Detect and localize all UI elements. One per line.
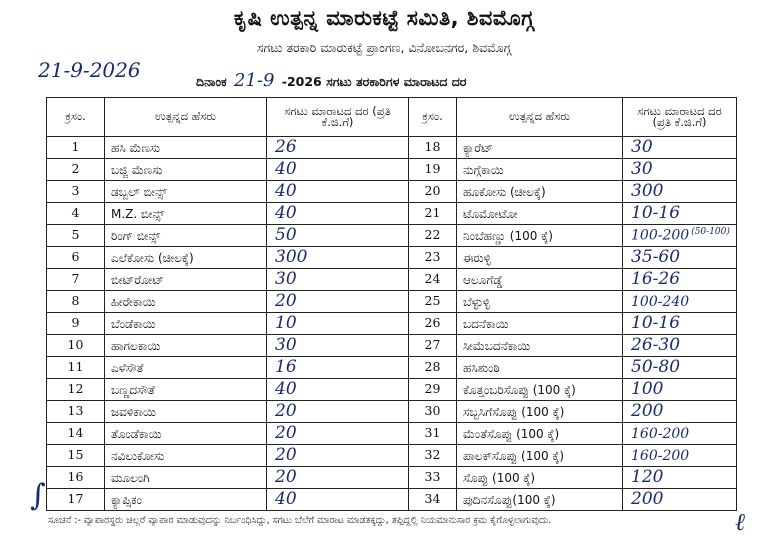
price-cell-text: 16-26 — [631, 269, 681, 289]
sn-cell — [47, 357, 105, 379]
sn-cell — [47, 247, 105, 269]
sn-cell — [47, 159, 105, 181]
table-row — [47, 247, 737, 269]
item-name-cell-text: ಸಬ್ಬಸಿಗೆಸೊಪ್ಪು (100 ಕ್ಕೆ) — [463, 404, 565, 419]
sn-cell — [409, 423, 457, 445]
table-row — [47, 291, 737, 313]
document-subtitle: ಸಗಟು ತರಕಾರಿ ಮಾರುಕಟ್ಟೆ ಪ್ರಾಂಗಣ, ವಿನೋಬನಗರ, ಶಿವಮೊಗ್ಗ — [256, 40, 512, 55]
price-cell — [623, 181, 737, 203]
item-name-cell — [105, 269, 267, 291]
sn-cell-text: 25 — [424, 293, 441, 309]
item-name-cell-text: ಪುದಿನಸೊಪ್ಪು(100 ಕ್ಕೆ) — [463, 492, 556, 507]
price-cell-text: 10-16 — [631, 313, 681, 333]
price-cell — [267, 291, 409, 313]
item-name-cell — [105, 181, 267, 203]
item-name-cell — [105, 445, 267, 467]
sn-cell — [47, 489, 105, 511]
price-cell-text: 20 — [275, 423, 297, 443]
item-name-cell-text: ಕೊತ್ತಂಬರಿಸೊಪ್ಪು (100 ಕ್ಕೆ) — [463, 382, 576, 397]
item-name-cell — [457, 313, 623, 335]
sn-cell-text: 14 — [67, 425, 84, 441]
item-name-cell-text: ಬೀಟ್‌ರೋಟ್ — [111, 272, 164, 287]
price-cell — [623, 423, 737, 445]
table-row — [47, 269, 737, 291]
sn-cell-text: 15 — [67, 447, 84, 463]
item-name-cell-text: ಹಸಿ ಮೆಣಸು — [111, 140, 161, 155]
sn-cell-text: 18 — [424, 139, 441, 155]
item-name-cell-text: ಬೆಂಡೆಕಾಯಿ — [111, 316, 156, 331]
price-cell-text: 20 — [275, 401, 297, 421]
price-cell — [267, 423, 409, 445]
table-row — [47, 467, 737, 489]
item-name-cell — [457, 401, 623, 423]
price-cell-text: 30 — [631, 137, 653, 157]
sn-cell — [47, 137, 105, 159]
table-row — [47, 445, 737, 467]
sn-cell-text: 5 — [71, 227, 80, 243]
item-name-cell-text: ಬಜ್ಜಿ ಮೆಣಸು — [111, 162, 163, 177]
sn-cell — [409, 313, 457, 335]
sn-cell-text: 30 — [424, 403, 441, 419]
sn-cell — [47, 291, 105, 313]
sn-cell-text: 12 — [67, 381, 84, 397]
item-name-cell — [105, 489, 267, 511]
date-hand-value: 21-9 — [233, 70, 275, 91]
table-row — [47, 357, 737, 379]
price-cell — [623, 247, 737, 269]
price-cell-text: 50 — [275, 225, 297, 245]
table-row — [47, 159, 737, 181]
item-name-cell-text: ಪಾಲಕ್‌ಸೊಪ್ಪು (100 ಕ್ಕೆ) — [463, 448, 565, 463]
table-header-row — [47, 98, 737, 137]
sn-cell-text: 22 — [424, 227, 441, 243]
sn-cell — [47, 445, 105, 467]
sn-cell-text: 13 — [67, 403, 84, 419]
sn-cell — [409, 269, 457, 291]
sn-cell — [47, 203, 105, 225]
price-cell — [267, 269, 409, 291]
sn-cell — [409, 401, 457, 423]
item-name-cell-text: M.Z. ಬೀನ್ಸ್ — [111, 206, 165, 221]
sn-cell — [409, 335, 457, 357]
price-cell — [267, 313, 409, 335]
signature-right: ℓ — [735, 508, 745, 536]
item-name-cell-text: ಜವಳಿಕಾಯಿ — [111, 404, 156, 419]
item-name-cell-text: ಮೆಂತೆಸೊಪ್ಪು (100 ಕ್ಕೆ) — [463, 426, 560, 441]
item-name-cell — [457, 203, 623, 225]
item-name-cell-text: ಸೀಮೆಬದನೆಕಾಯಿ — [463, 338, 531, 353]
sn-cell — [409, 467, 457, 489]
item-name-cell-text: ಸೊಪ್ಪು (100 ಕ್ಕೆ) — [463, 470, 536, 485]
item-name-cell-text: ಈರುಳ್ಳಿ — [463, 250, 491, 265]
item-name-cell — [105, 137, 267, 159]
sn-cell-text: 28 — [424, 359, 441, 375]
price-cell — [267, 225, 409, 247]
price-cell — [623, 313, 737, 335]
item-name-cell-text: ಮೂಲಂಗಿ — [111, 470, 150, 485]
item-name-cell — [457, 137, 623, 159]
sn-cell — [47, 401, 105, 423]
item-name-cell-text: ಬೆಳ್ಳುಳ್ಳಿ — [463, 294, 491, 309]
price-cell-text: 100-240 — [631, 293, 690, 310]
table-row — [47, 379, 737, 401]
price-cell-text: 20 — [275, 291, 297, 311]
item-name-cell — [457, 291, 623, 313]
item-name-cell-text: ಟೊಮೋಟೋ — [463, 206, 518, 221]
sn-cell-text: 8 — [71, 293, 80, 309]
item-name-cell-text: ಎಳೆಸೌತೆ — [111, 360, 144, 375]
item-name-cell-text: ಎಲೆಕೋಸು (ಚೀಲಕ್ಕೆ) — [111, 250, 194, 265]
sn-cell-text: 10 — [67, 337, 84, 353]
sn-cell-text: 9 — [71, 315, 80, 331]
table-row — [47, 401, 737, 423]
sn-cell — [409, 379, 457, 401]
header-sn-left: ಕ್ರಸಂ. — [47, 98, 105, 137]
sn-cell — [409, 489, 457, 511]
price-table — [46, 97, 737, 511]
item-name-cell-text: ಹೂಕೋಸು (ಚೀಲಕ್ಕೆ) — [463, 184, 546, 199]
sn-cell — [409, 357, 457, 379]
price-cell — [267, 335, 409, 357]
price-cell-text: 20 — [275, 445, 297, 465]
item-name-cell — [105, 159, 267, 181]
price-cell — [267, 401, 409, 423]
item-name-cell — [457, 269, 623, 291]
item-name-cell — [105, 379, 267, 401]
sn-cell — [47, 313, 105, 335]
price-cell — [267, 467, 409, 489]
price-cell — [267, 159, 409, 181]
sn-cell — [409, 181, 457, 203]
item-name-cell — [457, 247, 623, 269]
price-cell — [623, 379, 737, 401]
price-cell-text: 50-80 — [631, 357, 681, 377]
sn-cell — [409, 225, 457, 247]
sn-cell-text: 11 — [67, 359, 84, 375]
price-cell-text: 200 — [631, 489, 664, 509]
price-cell-text: 40 — [275, 181, 297, 201]
item-name-cell-text: ಕ್ಯಾರೆಟ್ — [463, 140, 493, 155]
table-row — [47, 313, 737, 335]
sn-cell — [47, 225, 105, 247]
item-name-cell — [457, 379, 623, 401]
item-name-cell — [105, 247, 267, 269]
item-name-cell-text: ಬಣ್ಣದಸೌತೆ — [111, 382, 155, 397]
price-cell — [267, 137, 409, 159]
price-cell-text: 30 — [275, 269, 297, 289]
price-note: (50-100) — [691, 227, 730, 238]
sn-cell — [409, 445, 457, 467]
price-cell — [623, 467, 737, 489]
table-row — [47, 489, 737, 511]
table-row — [47, 203, 737, 225]
price-cell — [267, 379, 409, 401]
table-row — [47, 423, 737, 445]
price-cell — [267, 203, 409, 225]
price-cell-text: 40 — [275, 489, 297, 509]
item-name-cell-text: ಆಲೂಗೆಡ್ಡೆ — [463, 272, 503, 287]
table-row — [47, 181, 737, 203]
price-cell-text: 26 — [275, 137, 297, 157]
price-cell — [267, 357, 409, 379]
item-name-cell — [105, 335, 267, 357]
item-name-cell — [457, 357, 623, 379]
price-cell-text: 10-16 — [631, 203, 681, 223]
price-cell-text: 300 — [631, 181, 664, 201]
price-cell — [623, 291, 737, 313]
price-cell — [623, 489, 737, 511]
item-name-cell — [457, 445, 623, 467]
price-cell-text: 35-60 — [631, 247, 681, 267]
price-cell — [267, 247, 409, 269]
header-name-left: ಉತ್ಪನ್ನದ ಹೆಸರು — [105, 98, 267, 137]
price-cell-text: 16 — [275, 357, 297, 377]
date-label: ದಿನಾಂಕ — [196, 74, 227, 89]
sn-cell — [409, 137, 457, 159]
price-cell — [623, 357, 737, 379]
price-cell-text: 40 — [275, 379, 297, 399]
sn-cell — [409, 159, 457, 181]
price-cell-text: 10 — [275, 313, 297, 333]
sn-cell-text: 7 — [71, 271, 80, 287]
sn-cell — [409, 247, 457, 269]
sn-cell — [409, 203, 457, 225]
header-price-right: ಸಗಟು ಮಾರಾಟದ ದರ (ಪ್ರತಿ ಕೆ.ಜಿ.ಗೆ) — [623, 98, 737, 137]
sn-cell-text: 16 — [67, 469, 84, 485]
item-name-cell — [457, 467, 623, 489]
price-cell-text: 40 — [275, 159, 297, 179]
price-cell-text: 120 — [631, 467, 664, 487]
date-line — [196, 70, 466, 91]
item-name-cell-text: ಹೀರೇಕಾಯಿ — [111, 294, 156, 309]
handwritten-date: 21-9-2026 — [38, 58, 141, 82]
item-name-cell-text: ಬದನೆಕಾಯಿ — [463, 316, 509, 331]
price-cell — [623, 159, 737, 181]
price-cell — [623, 445, 737, 467]
price-cell — [623, 225, 737, 247]
document-title: ಕೃಷಿ ಉತ್ಪನ್ನ ಮಾರುಕಟ್ಟೆ ಸಮಿತಿ, ಶಿವಮೊಗ್ಗ — [233, 6, 535, 30]
item-name-cell — [105, 225, 267, 247]
item-name-cell-text: ಡಬ್ಬಲ್ ಬೀನ್ಸ್ — [111, 184, 167, 199]
sn-cell-text: 33 — [424, 469, 441, 485]
sn-cell-text: 1 — [71, 139, 80, 155]
sn-cell-text: 21 — [424, 205, 441, 221]
header-price-left: ಸಗಟು ಮಾರಾಟದ ದರ (ಪ್ರತಿ ಕೆ.ಜಿ.ಗೆ) — [267, 98, 409, 137]
sn-cell — [47, 379, 105, 401]
item-name-cell — [457, 335, 623, 357]
sn-cell-text: 20 — [424, 183, 441, 199]
sn-cell-text: 31 — [424, 425, 441, 441]
item-name-cell — [105, 423, 267, 445]
sn-cell-text: 34 — [424, 491, 441, 507]
price-cell-text: 160-200 — [631, 447, 690, 464]
price-cell-text: 100 — [631, 379, 664, 399]
sn-cell-text: 4 — [71, 205, 80, 221]
sn-cell-text: 19 — [424, 161, 441, 177]
item-name-cell — [105, 203, 267, 225]
sn-cell-text: 27 — [424, 337, 441, 353]
table-body — [47, 137, 737, 511]
sn-cell — [47, 423, 105, 445]
price-cell-text: 100-200 — [631, 227, 690, 244]
price-cell-text: 30 — [275, 335, 297, 355]
price-cell-text: 160-200 — [631, 425, 690, 442]
item-name-cell-text: ತೊಂಡೆಕಾಯಿ — [111, 426, 162, 441]
table-row — [47, 225, 737, 247]
price-cell-text: 200 — [631, 401, 664, 421]
sn-cell-text: 23 — [424, 249, 441, 265]
item-name-cell — [105, 357, 267, 379]
price-cell — [623, 203, 737, 225]
item-name-cell — [105, 401, 267, 423]
sn-cell-text: 2 — [71, 161, 80, 177]
sn-cell-text: 32 — [424, 447, 441, 463]
sn-cell-text: 6 — [71, 249, 80, 265]
sn-cell — [47, 335, 105, 357]
price-cell — [267, 181, 409, 203]
item-name-cell — [457, 423, 623, 445]
sn-cell-text: 24 — [424, 271, 441, 287]
footnote: ಸೂಚನೆ :- ವ್ಯಾಪಾರಸ್ಥರು ಚಿಲ್ಲರೆ ವ್ಯಾಪಾರ ಮಾಡುವುದನ್ನು ನಿರ್ಬಂಧಿಸಿದ್ದು, ಸಗಟು ಬೆಲೆಗೆ ಮಾರಾಟ ಮಾಡತಕ್ಕದ್ದು, ತಪ್ಪಿದ್ದಲ್ಲಿ ನಿಯಮಾನುಸಾರ ಕ್ರಮ ಕೈಗೊಳ್ಳಲಾಗುವುದು. — [48, 515, 552, 526]
item-name-cell — [105, 291, 267, 313]
table-row — [47, 137, 737, 159]
price-cell-text: 20 — [275, 467, 297, 487]
item-name-cell-text: ನವಿಲುಕೋಸು — [111, 448, 165, 463]
sn-cell-text: 17 — [67, 491, 84, 507]
item-name-cell-text: ಹಾಗಲಕಾಯಿ — [111, 338, 161, 353]
sn-cell-text: 26 — [424, 315, 441, 331]
price-cell — [267, 489, 409, 511]
price-cell-text: 26-30 — [631, 335, 681, 355]
signature-left: ∫ — [30, 478, 46, 513]
item-name-cell — [105, 467, 267, 489]
item-name-cell-text: ರಿಂಗ್ ಬೀನ್ಸ್ — [111, 228, 161, 243]
item-name-cell-text: ನಿಂಬೆಹಣ್ಣು (100 ಕ್ಕೆ) — [463, 228, 553, 243]
item-name-cell — [457, 159, 623, 181]
sn-cell — [47, 181, 105, 203]
sn-cell-text: 29 — [424, 381, 441, 397]
table-row — [47, 335, 737, 357]
price-cell — [267, 445, 409, 467]
date-suffix: -2026 ಸಗಟು ತರಕಾರಿಗಳ ಮಾರಾಟದ ದರ — [281, 74, 467, 89]
price-cell-text: 300 — [275, 247, 308, 267]
item-name-cell-text: ನುಗ್ಗೆಕಾಯಿ — [463, 162, 504, 177]
price-cell — [623, 269, 737, 291]
sn-cell-text: 3 — [71, 183, 80, 199]
price-cell-text: 30 — [631, 159, 653, 179]
sn-cell — [47, 269, 105, 291]
item-name-cell — [105, 313, 267, 335]
item-name-cell-text: ಕ್ಯಾಪ್ಸಿಕಂ — [111, 492, 142, 507]
price-cell — [623, 137, 737, 159]
header-name-right: ಉತ್ಪನ್ನದ ಹೆಸರು — [457, 98, 623, 137]
sn-cell — [409, 291, 457, 313]
item-name-cell — [457, 489, 623, 511]
item-name-cell-text: ಹಸಿಶುಂಠಿ — [463, 360, 500, 375]
sn-cell — [47, 467, 105, 489]
item-name-cell — [457, 181, 623, 203]
price-cell — [623, 335, 737, 357]
price-cell — [623, 401, 737, 423]
item-name-cell — [457, 225, 623, 247]
price-cell-text: 40 — [275, 203, 297, 223]
header-sn-right: ಕ್ರಸಂ. — [409, 98, 457, 137]
